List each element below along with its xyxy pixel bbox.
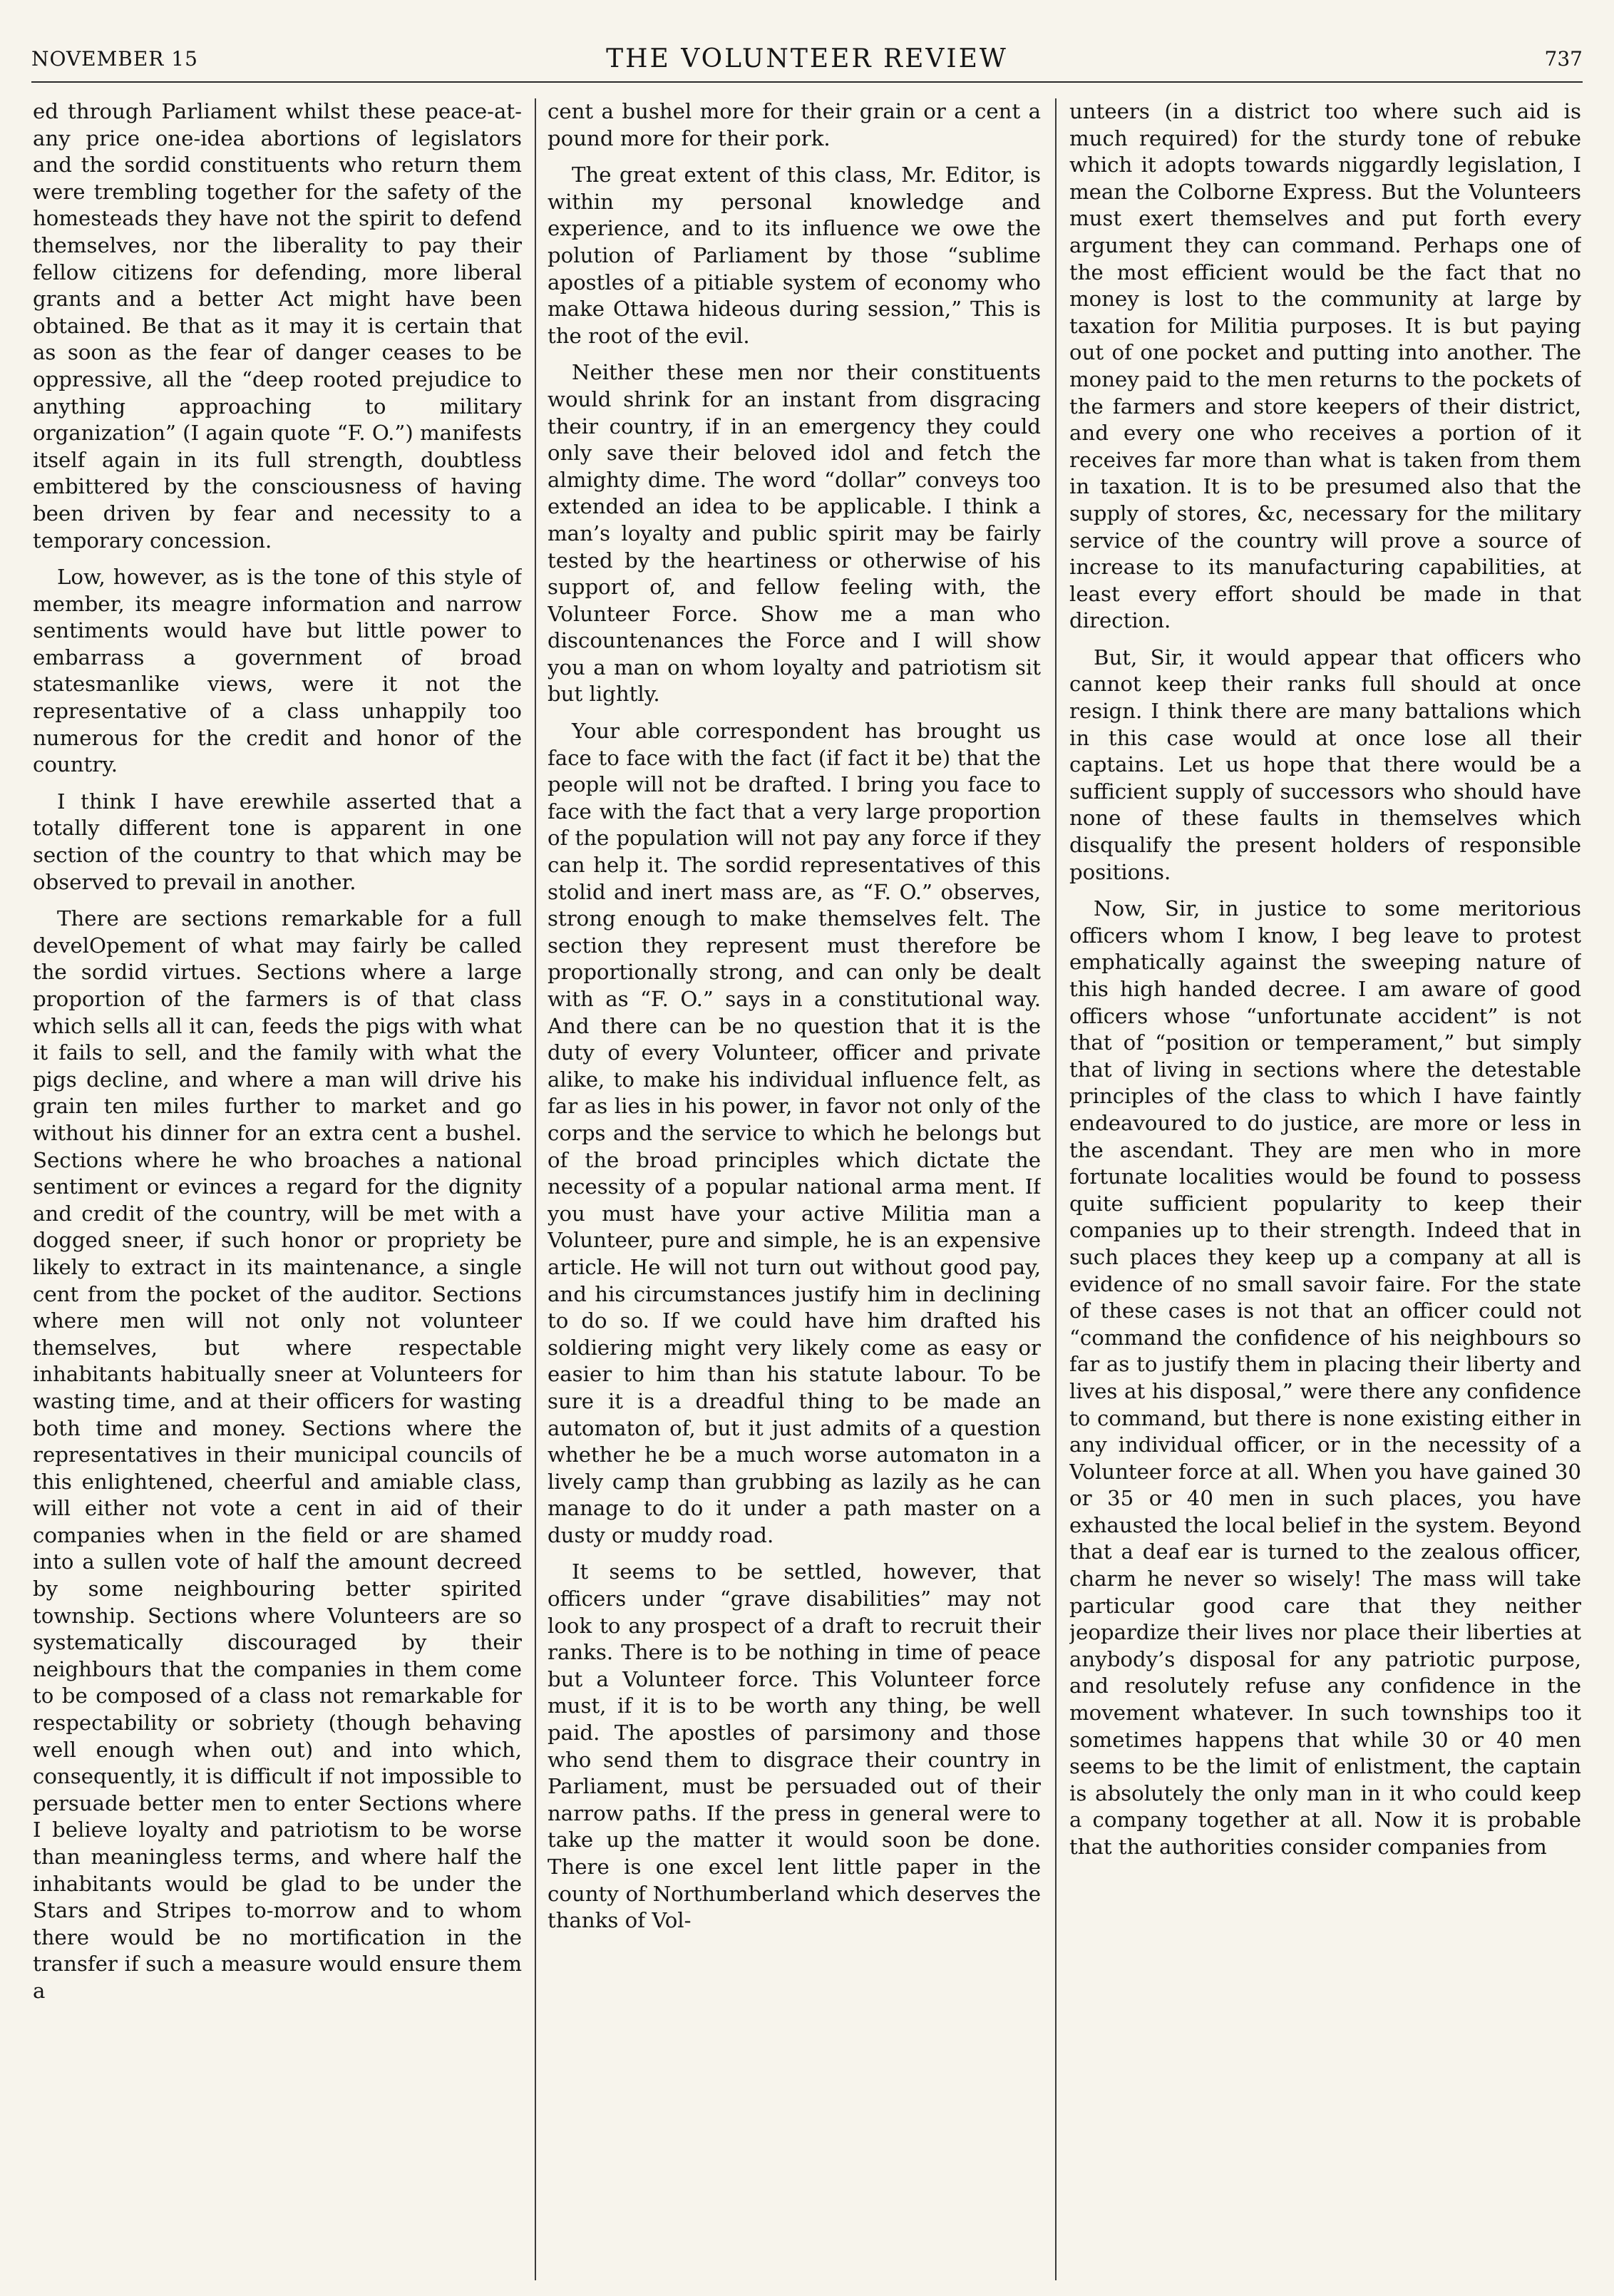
- text-column-1: [33, 98, 522, 2273]
- paragraph: unteers (in a district too where such aid is much required) for the sturdy tone of rebuke which it adopts towards niggardly legislation, I mean the Colborne Express. But the Volunteers must exert themselves and put forth every argument they can command. Perhaps one of the most efficient would be the fact that no money is lost to the community at large by taxation for Militia purposes. It is but paying out of one pocket and putting into another. The money paid to the men returns to the pockets of the farmers and store keepers of their district, and every one who receives a portion of it receives far more than what is taken from them in taxation. It is to be presumed also that the supply of stores, &c, necessary for the military service of the country will prove a source of increase to its manufacturing capabilities, at least every effort should be made in that direction.: [1069, 99, 1581, 633]
- text-column-3: [1069, 98, 1581, 2273]
- paragraph: It seems to be settled, however, that officers under “grave disabilities” may not look to any prospect of a draft to recruit their ranks. There is to be nothing in time of peace but a Volunteer force. This Volunteer force must, if it is to be worth any thing, be well paid. The apostles of parsimony and those who send them to disgrace their country in Parliament, must be persuaded out of their narrow paths. If the press in general were to take up the matter it would soon be done. There is one excel lent little paper in the county of Northumberland which deserves the thanks of Vol-: [548, 1559, 1041, 1933]
- paragraph: cent a bushel more for their grain or a cent a pound more for their pork.: [548, 99, 1041, 150]
- column-rule: [1055, 98, 1057, 2280]
- text-column-2: [548, 98, 1041, 2273]
- paragraph: There are sections remarkable for a full develOpement of what may fairly be called the sordid virtues. Sections where a large proportion of the farmers is of that class which sells all it can, feeds the pigs with what it fails to sell, and the family with what the pigs decline, and where a man will drive his grain ten miles further to market and go without his dinner for an extra cent a bushel. Sections where he who broaches a national sentiment or evinces a regard for the dignity and credit of the country, will be met with a dogged sneer, if such honor or propriety be likely to extract in its maintenance, a single cent from the pocket of the auditor. Sections where men will not only not volunteer themselves, but where respectable inhabitants habitually sneer at Volunteers for wasting time, and at their officers for wasting both time and money. Sections where the representatives in their municipal councils of this enlightened, cheerful and amiable class, will either not vote a cent in aid of their companies when in the field or are shamed into a sullen vote of half the amount decreed by some neighbouring better spirited township. Sections where Volunteers are so systematically discouraged by their neighbours that the companies in them come to be composed of a class not remarkable for respectability or sobriety (though behaving well enough when out) and into which, consequently, it is difficult if not impossible to persuade better men to enter Sections where I believe loyalty and patriotism to be worse than meaningless terms, and where half the inhabitants would be glad to be under the Stars and Stripes to-morrow and to whom there would be no mortification in the transfer if such a measure would ensure them a: [33, 906, 522, 2003]
- paragraph: Now, Sir, in justice to some meritorious officers whom I know, I beg leave to protest emphatically against the sweeping nature of this high handed decree. I am aware of good officers whose “unfortunate accident” is not that of “position or temperament,” but simply that of living in sections where the detestable principles of the class to which I have faintly endeavoured to do justice, are more or less in the ascendant. They are men who in more fortunate localities would be found to possess quite sufficient popularity to keep their companies up to their strength. Indeed that in such places they keep up a company at all is evidence of no small savoir faire. For the state of these cases is not that an officer could not “command the confidence of his neighbours so far as to justify them in placing their liberty and lives at his disposal,” were there any confidence to command, but there is none existing either in any individual officer, or in the necessity of a Volunteer force at all. When you have gained 30 or 35 or 40 men in such places, you have exhausted the local belief in the system. Beyond that a deaf ear is turned to the zealous officer, charm he never so wisely! The mass will take particular good care that they neither jeopardize their lives nor place their liberties at anybody’s disposal for any patriotic purpose, and resolutely refuse any confidence in the movement whatever. In such townships too it sometimes happens that while 30 or 40 men seems to be the limit of enlistment, the captain is absolutely the only man in it who could keep a company together at all. Now it is probable that the authorities consider companies from: [1069, 896, 1581, 1859]
- paragraph: Low, however, as is the tone of this style of member, its meagre information and narrow sentiments would have but little power to embarrass a government of broad statesmanlike views, were it not the representative of a class unhappily too numerous for the credit and honor of the country.: [33, 565, 522, 777]
- paragraph: Neither these men nor their constituents would shrink for an instant from disgracing their country, if in an emergency they could only save their beloved idol and fetch the almighty dime. The word “dollar” conveys too extended an idea to be applicable. I think a man’s loyalty and public spirit may be fairly tested by the heartiness or otherwise of his support of, and fellow feeling with, the Volunteer Force. Show me a man who discountenances the Force and I will show you a man on whom loyalty and patriotism sit but lightly.: [548, 360, 1041, 707]
- paragraph: Your able correspondent has brought us face to face with the fact (if fact it be) that the people will not be drafted. I bring you face to face with the fact that a very large proportion of the population will not pay any force if they can help it. The sordid representatives of this stolid and inert mass are, as “F. O.” observes, strong enough to make themselves felt. The section they represent must therefore be proportionally strong, and can only be dealt with as “F. O.” says in a constitutional way. And there can be no question that it is the duty of every Volunteer, officer and private alike, to make his individual influence felt, as far as lies in his power, in favor not only of the corps and the service to which he belongs but of the broad principles which dictate the necessity of a popular national arma ment. If you must have your active Militia man a Volunteer, pure and simple, he is an expensive article. He will not turn out without good pay, and his circumstances justify him in declining to do so. If we could have him drafted his soldiering might very likely come as easy or easier to him than his statute labour. To be sure it is a dreadful thing to be made an automaton of, but it just admits of a question whether he be a much worse automaton in a lively camp than grubbing as lazily as he can manage to do it under a path master on a dusty or muddy road.: [548, 719, 1041, 1547]
- column-rule: [535, 98, 536, 2280]
- paragraph: The great extent of this class, Mr. Editor, is within my personal knowledge and experience, and to its influence we owe the polution of Parliament by those “sublime apostles of a pitiable system of economy who make Ottawa hideous during session,” This is the root of the evil.: [548, 163, 1041, 348]
- paragraph: I think I have erewhile asserted that a totally different tone is apparent in one section of the country to that which may be observed to prevail in another.: [33, 789, 522, 894]
- publication-title: THE VOLUNTEER REVIEW: [606, 44, 1008, 73]
- paragraph: But, Sir, it would appear that officers who cannot keep their ranks full should at once resign. I think there are many battalions which in this case would at once lose all their captains. Let us hope that there would be a sufficient supply of successors who should have none of these faults in themselves which disqualify the present holders of responsible positions.: [1069, 645, 1581, 884]
- page-number: 737: [1544, 47, 1583, 71]
- page-header: [31, 44, 1583, 83]
- issue-date: NOVEMBER 15: [31, 47, 198, 71]
- paragraph: ed through Parliament whilst these peace-at-any price one-idea abortions of legislators and the sordid constituents who return them were trembling together for the safety of the homesteads they have not the spirit to defend themselves, nor the liberality to pay their fellow citizens for defending, more liberal grants and a better Act might have been obtained. Be that as it may it is certain that as soon as the fear of danger ceases to be oppressive, all the “deep rooted prejudice to anything approaching to military organization” (I again quote “F. O.”) manifests itself again in its full strength, doubtless embittered by the consciousness of having been driven by fear and necessity to a temporary concession.: [33, 99, 522, 553]
